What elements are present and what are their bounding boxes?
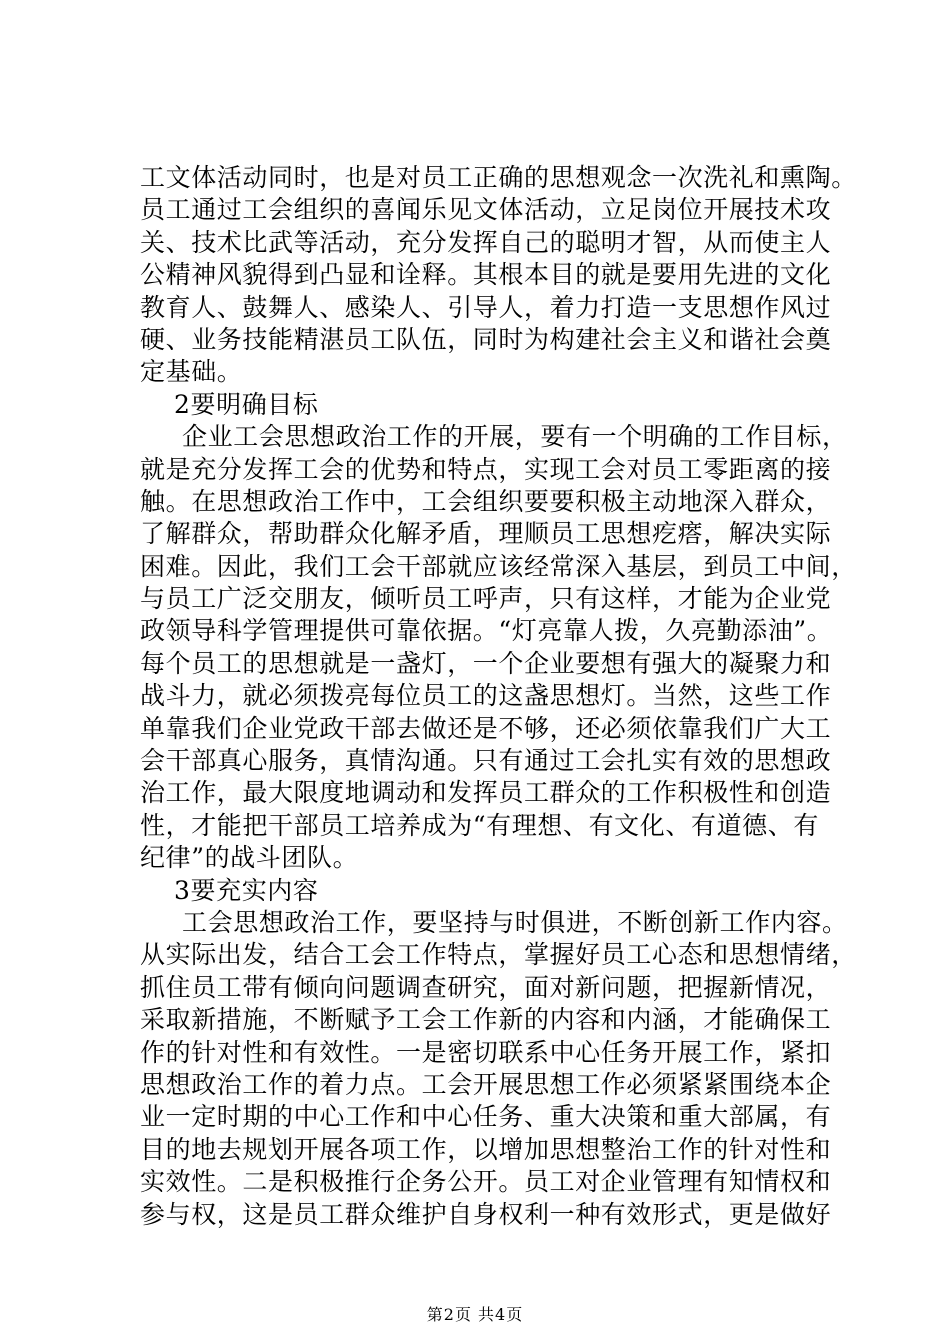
section-heading: 2要明确目标 xyxy=(174,389,319,419)
text-line: 公精神风貌得到凸显和诠释。其根本目的就是要用先进的文化 xyxy=(140,260,832,290)
text-line: 治工作，最大限度地调动和发挥员工群众的工作积极性和创造 xyxy=(140,778,832,808)
section-heading: 3要充实内容 xyxy=(174,875,319,905)
text-line: 触。在思想政治工作中，工会组织要要积极主动地深入群众， xyxy=(140,486,832,516)
text-line: 就是充分发挥工会的优势和特点，实现工会对员工零距离的接 xyxy=(140,454,832,484)
text-line: 员工通过工会组织的喜闻乐见文体活动，立足岗位开展技术攻 xyxy=(140,195,832,225)
text-line: 教育人、鼓舞人、感染人、引导人，着力打造一支思想作风过 xyxy=(140,292,832,322)
text-line: 企业工会思想政治工作的开展，要有一个明确的工作目标， xyxy=(182,422,848,452)
text-line: 工文体活动同时，也是对员工正确的思想观念一次洗礼和熏陶。 xyxy=(140,163,857,192)
text-line: 关、技术比武等活动，充分发挥自己的聪明才智，从而使主人 xyxy=(140,227,832,257)
text-line: 思想政治工作的着力点。工会开展思想工作必须紧紧围绕本企 xyxy=(140,1069,832,1099)
text-line: 与员工广泛交朋友，倾听员工呼声，只有这样，才能为企业党 xyxy=(140,584,832,614)
text-line: 政领导科学管理提供可靠依据。“灯亮靠人拨，久亮勤添油”。 xyxy=(140,616,833,646)
text-line: 抓住员工带有倾向问题调查研究，面对新问题，把握新情况， xyxy=(140,972,832,1002)
text-line: 参与权，这是员工群众维护自身权利一种有效形式，更是做好 xyxy=(140,1199,832,1229)
text-line: 作的针对性和有效性。一是密切联系中心任务开展工作，紧扣 xyxy=(140,1037,832,1067)
text-line: 目的地去规划开展各项工作，以增加思想整治工作的针对性和 xyxy=(140,1134,832,1164)
text-line: 业一定时期的中心工作和中心任务、重大决策和重大部属，有 xyxy=(140,1102,832,1132)
page-number-footer: 第2页 共4页 xyxy=(426,1305,524,1324)
text-line: 困难。因此，我们工会干部就应该经常深入基层，到员工中间， xyxy=(140,551,857,581)
text-line: 纪律”的战斗团队。 xyxy=(140,843,359,873)
text-line: 从实际出发，结合工会工作特点，掌握好员工心态和思想情绪， xyxy=(140,940,857,970)
text-line: 实效性。二是积极推行企务公开。员工对企业管理有知情权和 xyxy=(140,1167,832,1197)
paragraph-continued xyxy=(140,162,857,389)
text-line: 工会思想政治工作，要坚持与时俱进，不断创新工作内容。 xyxy=(182,907,848,937)
text-line: 性，才能把干部员工培养成为“有理想、有文化、有道德、有 xyxy=(140,810,819,840)
text-line: 会干部真心服务，真情沟通。只有通过工会扎实有效的思想政 xyxy=(140,746,832,776)
text-line: 定基础。 xyxy=(140,357,243,387)
text-line: 单靠我们企业党政干部去做还是不够，还必须依靠我们广大工 xyxy=(140,713,832,743)
document-body xyxy=(140,162,857,1231)
text-line: 采取新措施，不断赋予工会工作新的内容和内涵，才能确保工 xyxy=(140,1005,832,1035)
paragraph xyxy=(140,907,857,1231)
text-line: 了解群众，帮助群众化解矛盾，理顺员工思想疙瘩，解决实际 xyxy=(140,519,832,549)
text-line: 战斗力，就必须拨亮每位员工的这盏思想灯。当然，这些工作 xyxy=(140,681,832,711)
text-line: 每个员工的思想就是一盏灯，一个企业要想有强大的凝聚力和 xyxy=(140,648,832,678)
text-line: 硬、业务技能精湛员工队伍，同时为构建社会主义和谐社会奠 xyxy=(140,324,832,354)
paragraph xyxy=(140,421,857,874)
